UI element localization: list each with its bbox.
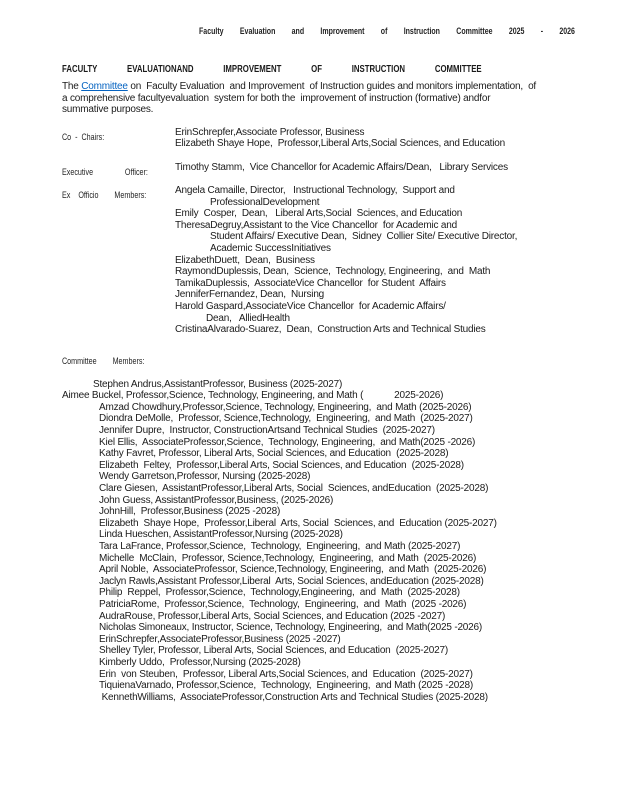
roster-line: Emily Cosper, Dean, Liberal Arts,Social Sciences, and Education (175, 208, 463, 220)
roster-label: Executive Officer: (62, 166, 148, 177)
roster-section (62, 127, 618, 150)
member-line: Jennifer Dupre, Instructor, ConstructionArtsand Technical Studies (2025-2027) (99, 425, 435, 437)
roster-line: Harold Gaspard,AssociateVice Chancellor for Academic Affairs/ (175, 300, 446, 312)
member-line: Linda Hueschen, AssistantProfessor,Nursing (2025-2028) (99, 529, 343, 541)
member-line: Elizabeth Shaye Hope, Professor,Liberal Arts, Social Sciences, and Education (2025-2027) (99, 517, 497, 529)
intro-pre-link: The (62, 81, 82, 92)
roster-label: Ex Officio Members: (62, 189, 147, 200)
member-line: Philip Reppel, Professor,Science, Technology,Engineering, and Math (2025-2028) (99, 587, 460, 599)
roster-line: Elizabeth Shaye Hope, Professor,Liberal Arts,Social Sciences, and Education (175, 138, 506, 150)
member-line: Kimberly Uddo, Professor,Nursing (2025-2028) (99, 656, 301, 668)
committee-link[interactable]: Committee (81, 81, 128, 92)
intro-line-1 (62, 81, 618, 93)
member-line: Tara LaFrance, Professor,Science, Technology, Engineering, and Math (2025-2027) (99, 541, 461, 552)
member-line: PatriciaRome, Professor,Science, Technology, Engineering, and Math (2025 -2026) (99, 598, 467, 610)
roster-line: Academic SuccessInitiatives (210, 242, 331, 254)
member-line: Michelle McClain, Professor, Science,Technology, Engineering, and Math (2025-2026) (99, 552, 477, 564)
roster-section (62, 162, 618, 180)
member-line: Wendy Garretson,Professor, Nursing (2025-2028) (99, 471, 311, 483)
member-line: Amzad Chowdhury,Professor,Science, Technology, Engineering, and Math (2025-2026) (99, 401, 472, 413)
intro-line-2: a comprehensive facultyevaluation system for both the improvement of instruction (formative) andfor (62, 92, 491, 104)
roster-content (175, 162, 618, 174)
member-line: AudraRouse, Professor,Liberal Arts, Social Sciences, and Education (2025 -2027) (99, 610, 446, 622)
member-line: Jaclyn Rawls,Assistant Professor,Liberal Arts, Social Sciences, andEducation (2025-2028) (99, 575, 484, 587)
roster (62, 127, 618, 369)
roster-label: Co - Chairs: (62, 131, 105, 142)
roster-content (175, 127, 618, 150)
member-line: Stephen Andrus,AssistantProfessor, Business (2025-2027) (93, 378, 343, 390)
member-line: Aimee Buckel, Professor,Science, Technology, Engineering, and Math ( 2025-2026) (62, 390, 444, 402)
roster-line: ElizabethDuett, Dean, Business (175, 254, 315, 266)
document-title: FACULTY EVALUATIONAND IMPROVEMENT OF INSTRUCTION COMMITTEE (62, 64, 482, 75)
member-line: Kathy Favret, Professor, Liberal Arts, Social Sciences, and Education (2025-2028) (99, 448, 449, 460)
roster-line: TheresaDegruy,Assistant to the Vice Chancellor for Academic and (175, 219, 457, 231)
roster-line: Angela Camaille, Director, Instructional Technology, Support and (175, 184, 455, 196)
member-line: JohnHill, Professor,Business (2025 -2028) (99, 506, 281, 518)
member-line: Nicholas Simoneaux, Instructor, Science, Technology, Engineering, and Math(2025 -2026) (99, 622, 483, 634)
member-line: Kiel Ellis, AssociateProfessor,Science, Technology, Engineering, and Math(2025 -2026) (99, 436, 476, 448)
roster-line: Timothy Stamm, Vice Chancellor for Academic Affairs/Dean, Library Services (175, 161, 508, 173)
member-line: John Guess, AssistantProfessor,Business, (2025-2026) (99, 494, 334, 506)
roster-content (175, 185, 618, 336)
member-line: Clare Giesen, AssistantProfessor,Liberal Arts, Social Sciences, andEducation (2025-2028) (99, 483, 489, 495)
member-line: Shelley Tyler, Professor, Liberal Arts, Social Sciences, and Education (2025-2027) (99, 645, 448, 657)
roster-line: JenniferFernandez, Dean, Nursing (175, 289, 325, 301)
member-line: Erin von Steuben, Professor, Liberal Arts,Social Sciences, and Education (2025-2027) (99, 668, 473, 680)
member-line: Diondra DeMolle, Professor, Science,Technology, Engineering, and Math (2025-2027) (99, 413, 473, 425)
roster-line: TamikaDuplessis, AssociateVice Chancellor for Student Affairs (175, 277, 446, 289)
intro-line-1-rest: on Faculty Evaluation and Improvement of Instruction guides and monitors implementation, of (127, 81, 537, 92)
roster-section (62, 185, 618, 336)
member-line: ErinSchrepfer,AssociateProfessor,Business (2025 -2027) (99, 633, 341, 645)
committee-members-list (62, 379, 618, 704)
roster-line: RaymondDuplessis, Dean, Science, Technology, Engineering, and Math (175, 266, 491, 278)
roster-line: Student Affairs/ Executive Dean, Sidney Collier Site/ Executive Director, (210, 231, 518, 243)
page-header: Faculty Evaluation and Improvement of Instruction Committee 2025 - 2026 (199, 26, 575, 36)
intro-line-3: summative purposes. (62, 104, 154, 116)
member-line: April Noble, AssociateProfessor, Science,Technology, Engineering, and Math (2025-2026) (99, 564, 487, 576)
roster-line: Dean, AlliedHealth (206, 312, 290, 324)
roster-label: Committee Members: (62, 355, 145, 366)
roster-section (62, 351, 618, 369)
member-line: KennethWilliams, AssociateProfessor,Construction Arts and Technical Studies (2025-2028) (99, 691, 488, 703)
roster-line: CristinaAlvarado-Suarez, Dean, Construction Arts and Technical Studies (175, 324, 486, 336)
intro-paragraph (62, 81, 618, 116)
member-line: Elizabeth Feltey, Professor,Liberal Arts, Social Sciences, and Education (2025-2028) (99, 459, 464, 471)
roster-line: ErinSchrepfer,Associate Professor, Business (175, 126, 365, 138)
roster-line: ProfessionalDevelopment (210, 196, 320, 208)
member-line: TiquienaVarnado, Professor,Science, Technology, Engineering, and Math (2025 -2028) (99, 680, 473, 692)
